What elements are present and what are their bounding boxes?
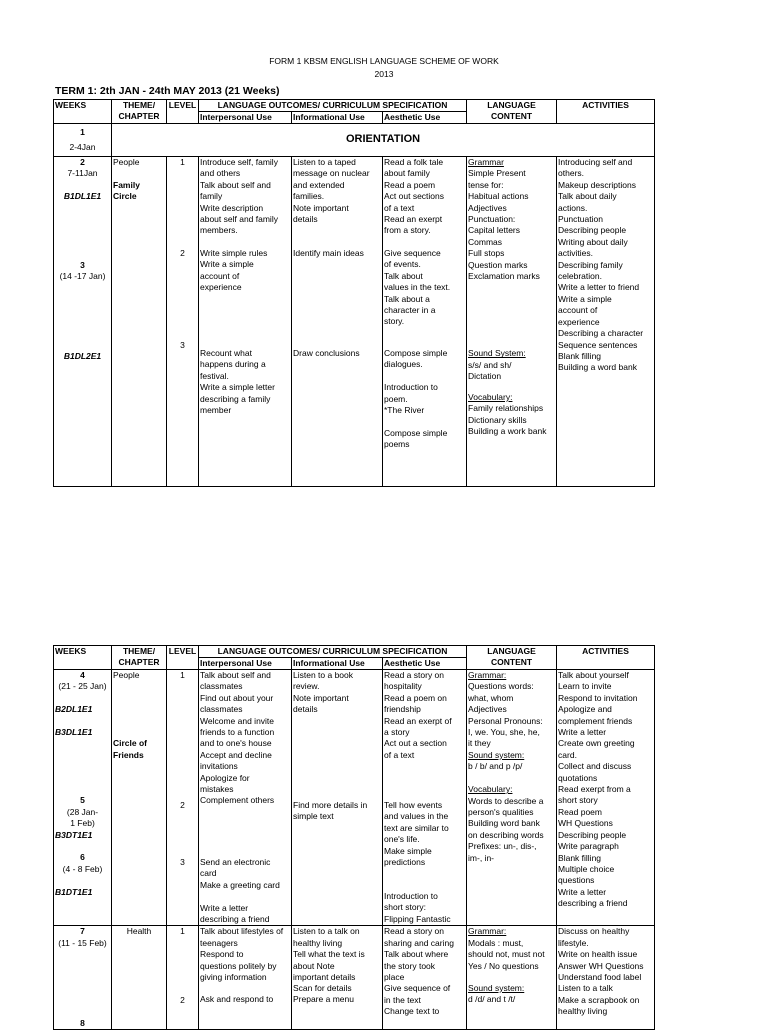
informational-text: Identify main ideas [293, 248, 364, 258]
aesthetic-cell [383, 670, 467, 926]
sound-system-text: b / b/ and p /p/ [468, 761, 523, 772]
level-value: 2 [180, 994, 185, 1005]
theme-cell [112, 926, 167, 1030]
sound-system-label: Sound System: [468, 348, 526, 359]
activities-cell [557, 926, 655, 1030]
lesson-code: B3DL1E1 [55, 727, 93, 737]
informational-text: Find more details in simple text [293, 800, 368, 822]
level-value: 1 [180, 157, 185, 167]
sound-system-text: s/s/ and sh/ Dictation [468, 359, 512, 382]
week-number: 1 [80, 127, 85, 137]
header-weeks: WEEKS [54, 646, 112, 670]
aesthetic-text: Read a folk tale about family Read a poem Act out sections of a text Read an exerpt from a story. [384, 157, 445, 236]
grammar-text: Simple Present tense for: Habitual actions Adjectives Punctuation: Capital letters Commas Full stops Question marks Exclamation marks [468, 168, 540, 282]
aesthetic-text: Compose simple dialogues. Introduction to poem. *The River Compose simple poems [384, 348, 448, 450]
grammar-label: Grammar: [468, 926, 507, 937]
informational-cell [292, 157, 383, 487]
orientation-label: ORIENTATION [112, 124, 655, 157]
theme-people: People [113, 670, 140, 680]
header-activities: ACTIVITIES [557, 646, 655, 670]
informational-text: Prepare a menu [293, 994, 354, 1005]
activities-cell [557, 670, 655, 926]
aesthetic-text: Change text to [384, 1006, 440, 1017]
scheme-table-1 [53, 99, 655, 487]
level-value: 1 [180, 926, 185, 937]
level-value: 3 [180, 339, 185, 350]
theme-cell [112, 157, 167, 487]
header-activities: ACTIVITIES [557, 100, 655, 124]
informational-text: Listen to a book review. Note important details [293, 670, 354, 715]
week-number: 3 [80, 259, 85, 270]
language-content-cell [467, 157, 557, 487]
informational-cell [292, 926, 383, 1030]
interpersonal-cell [199, 157, 292, 487]
lesson-code: B3DT1E1 [55, 829, 93, 840]
interpersonal-cell [199, 670, 292, 926]
interpersonal-text: Write simple rules Write a simple account of experience [200, 248, 268, 293]
vocabulary-label: Vocabulary: [468, 784, 513, 795]
header-language-content: LANGUAGE CONTENT [467, 646, 557, 670]
level-cell [167, 670, 199, 926]
week-number: 2 [80, 157, 85, 167]
grammar-text: Questions words: what, whom Adjectives Personal Pronouns: I, we. You, she, he, it they [468, 681, 543, 749]
informational-text: Draw conclusions [293, 348, 360, 358]
week-1-cell [54, 124, 112, 157]
header-level: LEVEL [167, 100, 199, 124]
aesthetic-text: Introduction to short story: Flipping Fantastic [384, 891, 451, 924]
informational-text: Listen to a taped message on nuclear and extended families. Note important details [293, 157, 370, 225]
title-line-2: 2013 [374, 69, 394, 79]
aesthetic-cell [383, 926, 467, 1030]
sound-system-label: Sound system: [468, 982, 525, 993]
aesthetic-text: Read a story on hospitality Read a poem on friendship Read an exerpt of a story Act out a section of a text [384, 670, 452, 760]
level-value: 2 [180, 800, 185, 811]
level-value: 3 [180, 856, 185, 867]
interpersonal-text: Send an electronic card Make a greeting card Write a letter describing a friend [200, 857, 280, 925]
theme-family-circle: Family Circle [113, 179, 140, 202]
header-theme: THEME/ CHAPTER [112, 100, 167, 124]
theme-cell [112, 670, 167, 926]
header-informational: Informational Use [292, 658, 383, 670]
header-theme: THEME/ CHAPTER [112, 646, 167, 670]
title-line-1: FORM 1 KBSM ENGLISH LANGUAGE SCHEME OF WORK [269, 56, 499, 66]
aesthetic-cell [383, 157, 467, 487]
activities-text: Talk about yourself Learn to invite Respond to invitation Apologize and complement friends Write a letter Create own greeting card. Collect and discuss quotations Read exerpt from a short story Read poem WH Questions Describing people Write paragraph Blank filling Multiple choice questions Write a letter describing a friend [558, 670, 638, 909]
week-dates: (21 - 25 Jan) [58, 681, 107, 692]
interpersonal-cell [199, 926, 292, 1030]
aesthetic-text: Read a story on sharing and caring Talk about where the story took place Give sequence of in the text [384, 926, 454, 1005]
lesson-code: B1DL2E1 [63, 350, 102, 361]
week-number: 4 [80, 670, 85, 680]
lesson-code: B1DT1E1 [55, 886, 93, 897]
lesson-code: B2DL1E1 [55, 704, 93, 715]
theme-circle-of-friends: Circle of Friends [113, 738, 148, 760]
week-dates: 2-4Jan [69, 142, 96, 153]
sound-system-text: d /d/ and t /t/ [468, 994, 516, 1005]
level-cell [167, 926, 199, 1030]
grammar-label: Grammar: [468, 670, 507, 680]
grammar-text: Modals : must, should not, must not Yes / No questions [468, 937, 545, 971]
week-number: 5 [80, 795, 85, 806]
activities-cell [557, 157, 655, 487]
interpersonal-text: Recount what happens during a festival. Write a simple letter describing a family member [200, 348, 275, 416]
vocabulary-text: Words to describe a person's qualities Building word bank on describing words Prefixes: un-, dis-, im-, in- [468, 795, 544, 863]
theme-people: People [113, 157, 140, 167]
aesthetic-text: Give sequence of events. Talk about values in the text. Talk about a character in a story. [384, 248, 451, 327]
activities-text: Discuss on healthy lifestyle. Write on health issue Answer WH Questions Understand food label Listen to a talk Make a scrapbook on healthy living [558, 926, 644, 1017]
language-content-cell [467, 926, 557, 1030]
weeks-4-6-cell [54, 670, 112, 926]
level-value: 1 [180, 670, 185, 680]
header-outcomes: LANGUAGE OUTCOMES/ CURRICULUM SPECIFICATION [199, 646, 467, 658]
interpersonal-text: Introduce self, family and others Talk about self and family Write description about self and family members. [200, 157, 278, 236]
header-outcomes: LANGUAGE OUTCOMES/ CURRICULUM SPECIFICATION [199, 100, 467, 112]
interpersonal-text: Talk about lifestyles of teenagers Respond to questions politely by giving information [200, 926, 284, 983]
vocabulary-text: Family relationships Dictionary skills Building a work bank [468, 403, 547, 437]
header-interpersonal: Interpersonal Use [199, 112, 292, 124]
activities-text: Introducing self and others. Makeup descriptions Talk about daily actions. Punctuation Describing people Writing about daily activities. Describing family celebration. Write a letter to friend Write a simple account of experience Describing a character Sequence sentences Blank filling Building a word bank [558, 157, 644, 373]
vocabulary-label: Vocabulary: [468, 391, 513, 402]
header-language-content: LANGUAGE CONTENT [467, 100, 557, 124]
theme-health: Health [126, 926, 152, 937]
weeks-2-3-cell [54, 157, 112, 487]
header-interpersonal: Interpersonal Use [199, 658, 292, 670]
header-level: LEVEL [167, 646, 199, 670]
header-weeks: WEEKS [54, 100, 112, 124]
language-content-cell [467, 670, 557, 926]
sound-system-label: Sound system: [468, 749, 525, 760]
level-value: 2 [180, 248, 185, 259]
week-dates: (28 Jan- 1 Feb) [66, 806, 99, 829]
level-cell [167, 157, 199, 487]
informational-cell [292, 670, 383, 926]
scheme-table-2 [53, 645, 655, 1030]
week-dates: 7-11Jan [67, 168, 98, 179]
week-number: 6 [80, 852, 85, 863]
informational-text: Listen to a talk on healthy living Tell what the text is about Note important details Scan for details [293, 926, 365, 994]
weeks-7-8-cell [54, 926, 112, 1030]
interpersonal-text: Ask and respond to [200, 994, 274, 1005]
week-dates: (11 - 15 Feb) [58, 937, 107, 948]
week-number: 8 [80, 1017, 85, 1028]
week-number: 7 [80, 926, 85, 937]
document-title [0, 55, 768, 81]
lesson-code: B1DL1E1 [63, 191, 102, 202]
week-dates: (4 - 8 Feb) [62, 863, 103, 874]
header-aesthetic: Aesthetic Use [383, 112, 467, 124]
week-dates: (14 -17 Jan) [59, 270, 106, 281]
grammar-label: Grammar [468, 157, 504, 167]
interpersonal-text: Talk about self and classmates Find out about your classmates Welcome and invite friends to a function and to one's house Accept and decline invitations Apologize for mistakes Complement others [200, 670, 275, 806]
term-heading: TERM 1: 2th JAN - 24th MAY 2013 (21 Weeks) [55, 85, 280, 97]
header-aesthetic: Aesthetic Use [383, 658, 467, 670]
aesthetic-text: Tell how events and values in the text are similar to one's life. Make simple predictions [384, 800, 449, 868]
header-informational: Informational Use [292, 112, 383, 124]
